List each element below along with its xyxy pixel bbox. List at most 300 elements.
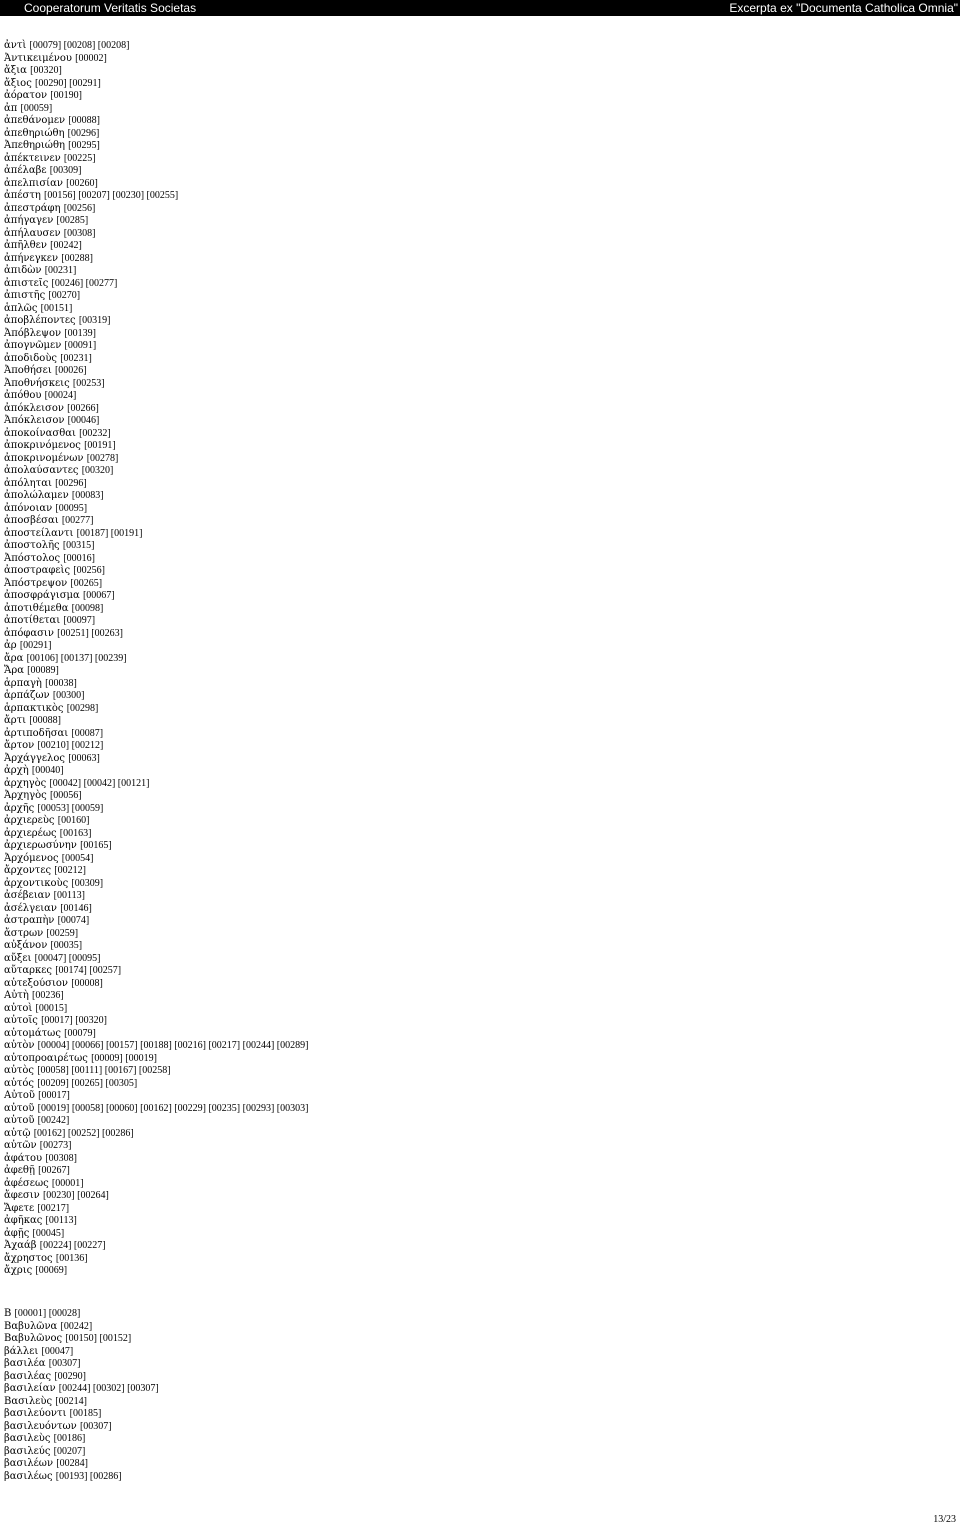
index-entry bbox=[4, 190, 308, 203]
index-term: B bbox=[4, 1308, 12, 1319]
index-term: Ἀπόκλεισον bbox=[4, 415, 65, 426]
index-refs: [00083] bbox=[71, 490, 104, 501]
index-refs: [00266] bbox=[67, 402, 99, 414]
index-refs: [00186] bbox=[53, 1433, 86, 1444]
index-term: ἀποβλέποντες bbox=[4, 315, 76, 326]
index-entry bbox=[4, 615, 308, 628]
index-refs: [00295] bbox=[68, 140, 100, 151]
index-refs: [00251] [00263] bbox=[57, 627, 123, 639]
index-entry bbox=[4, 1003, 308, 1016]
index-term: αὐτὸν bbox=[4, 1040, 35, 1051]
index-refs: [00270] bbox=[48, 290, 81, 301]
index-entry bbox=[4, 553, 308, 566]
index-term: ἀποστραφεὶς bbox=[4, 565, 71, 576]
index-entry bbox=[4, 403, 308, 416]
index-entry bbox=[4, 1115, 308, 1128]
index-term: αὐτεξούσιον bbox=[4, 977, 68, 989]
index-refs: [00074] bbox=[57, 915, 90, 926]
index-entry bbox=[4, 528, 308, 541]
index-refs: [00298] bbox=[66, 702, 99, 714]
index-refs: [00253] bbox=[72, 377, 105, 389]
index-refs: [00136] bbox=[55, 1252, 88, 1264]
index-term: ἀπ bbox=[4, 102, 18, 114]
index-term: ἁπλῶς bbox=[4, 302, 38, 314]
index-entry bbox=[4, 653, 308, 666]
index-term: Ἀποθήσει bbox=[4, 365, 52, 376]
index-refs: [00256] bbox=[73, 565, 105, 576]
index-refs: [00265] bbox=[70, 577, 103, 589]
index-term: αὐτοῦ bbox=[4, 1102, 35, 1114]
index-refs: [00224] [00227] bbox=[39, 1240, 106, 1251]
index-entry bbox=[4, 1078, 308, 1091]
index-entry bbox=[4, 1140, 308, 1153]
index-term: βασιλέως bbox=[4, 1470, 53, 1482]
index-term: ἀπόνοιαν bbox=[4, 502, 53, 514]
index-refs: [00163] bbox=[59, 827, 92, 839]
index-entry bbox=[4, 1190, 308, 1203]
index-term: ἀφῆκας bbox=[4, 1215, 43, 1226]
index-refs: [00150] [00152] bbox=[65, 1333, 132, 1344]
index-entry bbox=[4, 940, 308, 953]
index-term: ἀπολώλαμεν bbox=[4, 490, 69, 501]
index-refs: [00139] bbox=[64, 327, 96, 339]
index-term: ἀποστείλαντι bbox=[4, 527, 74, 539]
index-term: ἄχρηστος bbox=[4, 1252, 53, 1264]
index-term: αὔταρκες bbox=[4, 965, 53, 976]
index-list-alpha bbox=[4, 40, 308, 1278]
index-refs: [00187] [00191] bbox=[76, 527, 143, 539]
index-term: ἄρτι bbox=[4, 715, 27, 726]
index-entry bbox=[4, 728, 308, 741]
index-term: ἀπιδὼν bbox=[4, 265, 42, 276]
index-refs: [00260] bbox=[66, 177, 98, 189]
index-entry bbox=[4, 1471, 159, 1484]
index-term: Ἀρχάγγελος bbox=[4, 752, 66, 764]
index-refs: [00242] bbox=[60, 1320, 93, 1332]
header-document-title: Excerpta ex "Documenta Catholica Omnia" bbox=[729, 1, 958, 15]
index-term: ἀπόκλεισον bbox=[4, 402, 64, 414]
index-refs: [00024] bbox=[44, 390, 77, 401]
index-term: ἀπέλαβε bbox=[4, 165, 47, 176]
index-entry bbox=[4, 1165, 308, 1178]
index-term: αὐτομάτως bbox=[4, 1027, 61, 1039]
index-term: βασιλέων bbox=[4, 1458, 54, 1469]
index-refs: [00038] bbox=[45, 677, 77, 689]
index-entry bbox=[4, 453, 308, 466]
index-entry bbox=[4, 315, 308, 328]
index-entry bbox=[4, 228, 308, 241]
index-refs: [00015] bbox=[35, 1002, 68, 1014]
index-refs: [00320] bbox=[81, 465, 114, 476]
index-refs: [00047] [00095] bbox=[34, 952, 101, 964]
index-refs: [00058] [00111] [00167] [00258] bbox=[37, 1065, 171, 1076]
index-entry bbox=[4, 503, 308, 516]
index-term: βάλλει bbox=[4, 1345, 39, 1357]
index-refs: [00146] bbox=[60, 902, 92, 914]
index-entry bbox=[4, 178, 308, 191]
index-entry bbox=[4, 1321, 159, 1334]
index-term: αὑτοῦ bbox=[4, 1115, 35, 1126]
index-term: ἀποτιθέμεθα bbox=[4, 602, 69, 614]
index-refs: [00001] bbox=[51, 1177, 84, 1189]
index-refs: [00091] bbox=[64, 340, 97, 351]
index-entry bbox=[4, 1240, 308, 1253]
index-entry bbox=[4, 903, 308, 916]
index-term: ἀφῇς bbox=[4, 1227, 30, 1239]
index-refs: [00174] [00257] bbox=[55, 965, 122, 976]
index-term: ἀπόφασιν bbox=[4, 627, 54, 639]
index-entry bbox=[4, 678, 308, 691]
index-term: Βαβυλῶνα bbox=[4, 1320, 58, 1332]
index-entry bbox=[4, 1015, 308, 1028]
index-refs: [00284] bbox=[56, 1458, 88, 1469]
index-entry bbox=[4, 1358, 159, 1371]
index-term: βασιλέας bbox=[4, 1370, 52, 1382]
index-refs: [00002] bbox=[75, 52, 107, 64]
index-refs: [00308] bbox=[63, 227, 96, 239]
index-entry bbox=[4, 540, 308, 553]
index-term: Αὐτοῦ bbox=[4, 1090, 35, 1101]
index-refs: [00047] bbox=[41, 1345, 74, 1357]
index-entry bbox=[4, 490, 308, 503]
index-entry bbox=[4, 1408, 159, 1421]
index-term: ἀσέβειαν bbox=[4, 890, 51, 901]
index-entry bbox=[4, 640, 308, 653]
index-entry bbox=[4, 828, 308, 841]
index-refs: [00193] [00286] bbox=[55, 1470, 122, 1482]
index-entry bbox=[4, 1103, 308, 1116]
index-entry bbox=[4, 215, 308, 228]
index-refs: [00097] bbox=[63, 615, 96, 626]
index-entry bbox=[4, 1308, 159, 1321]
index-entry bbox=[4, 353, 308, 366]
index-term: αὐτῷ bbox=[4, 1127, 31, 1139]
index-entry bbox=[4, 840, 308, 853]
index-entry bbox=[4, 78, 308, 91]
index-entry bbox=[4, 928, 308, 941]
index-term: ἄρα bbox=[4, 652, 24, 664]
index-entry bbox=[4, 265, 308, 278]
index-term: ἁρπαγὴ bbox=[4, 677, 42, 689]
index-entry bbox=[4, 1265, 308, 1278]
index-term: αὐξάνον bbox=[4, 940, 48, 951]
index-term: αὐτοπροαιρέτως bbox=[4, 1052, 88, 1064]
index-entry bbox=[4, 478, 308, 491]
index-refs: [00277] bbox=[61, 515, 94, 526]
index-refs: [00212] bbox=[54, 865, 86, 876]
index-refs: [00225] bbox=[63, 152, 96, 164]
index-entry bbox=[4, 1128, 308, 1141]
index-entry bbox=[4, 128, 308, 141]
index-term: Αὐτὴ bbox=[4, 990, 29, 1001]
index-entry bbox=[4, 1253, 308, 1266]
index-entry bbox=[4, 1446, 159, 1459]
index-refs: [00053] [00059] bbox=[37, 802, 104, 814]
index-term: βασιλέα bbox=[4, 1358, 46, 1369]
index-entry bbox=[4, 90, 308, 103]
index-term: ἀρχὴ bbox=[4, 765, 29, 776]
index-refs: [00267] bbox=[38, 1165, 70, 1176]
index-term: ἀφεθῇ bbox=[4, 1165, 35, 1176]
index-entry bbox=[4, 378, 308, 391]
index-entry bbox=[4, 253, 308, 266]
index-term: αὐτοὶ bbox=[4, 1002, 33, 1014]
index-term: ἀπόληται bbox=[4, 477, 52, 489]
index-refs: [00232] bbox=[79, 427, 111, 439]
index-entry bbox=[4, 1396, 159, 1409]
index-refs: [00087] bbox=[71, 727, 104, 739]
index-term: ἀπεθάνομεν bbox=[4, 115, 66, 126]
index-entry bbox=[4, 440, 308, 453]
index-refs: [00217] bbox=[37, 1202, 70, 1214]
index-term: ἀπέστη bbox=[4, 190, 41, 201]
index-entry bbox=[4, 1371, 159, 1384]
index-term: αὐτοῖς bbox=[4, 1015, 38, 1026]
index-refs: [00296] bbox=[67, 127, 100, 139]
index-refs: [00210] [00212] bbox=[37, 740, 104, 751]
index-list-beta bbox=[4, 1308, 159, 1483]
index-entry bbox=[4, 103, 308, 116]
index-refs: [00059] bbox=[20, 102, 53, 114]
index-entry bbox=[4, 1178, 308, 1191]
index-refs: [00207] bbox=[53, 1445, 86, 1457]
index-term: Ἀποθνήσκεις bbox=[4, 377, 70, 389]
index-term: ἀρχιερέως bbox=[4, 827, 57, 839]
index-refs: [00001] [00028] bbox=[14, 1308, 81, 1319]
index-entry bbox=[4, 715, 308, 728]
index-term: ἀρχῆς bbox=[4, 802, 35, 814]
index-refs: [00307] bbox=[79, 1420, 112, 1432]
index-term: ἀρχιερεὺς bbox=[4, 815, 55, 826]
index-term: ἀρ bbox=[4, 640, 17, 651]
index-entry bbox=[4, 328, 308, 341]
index-entry bbox=[4, 665, 308, 678]
index-refs: [00307] bbox=[48, 1358, 81, 1369]
index-refs: [00035] bbox=[50, 940, 83, 951]
index-entry bbox=[4, 765, 308, 778]
index-refs: [00308] bbox=[45, 1152, 77, 1164]
index-entry bbox=[4, 240, 308, 253]
index-refs: [00165] bbox=[80, 840, 112, 851]
index-entry bbox=[4, 1383, 159, 1396]
index-term: ἀρχιερωσύνην bbox=[4, 840, 77, 851]
index-refs: [00290] [00291] bbox=[35, 77, 101, 89]
index-term: ἄρχοντες bbox=[4, 865, 52, 876]
index-entry bbox=[4, 990, 308, 1003]
index-term: ἀποκρινομένων bbox=[4, 452, 84, 464]
index-term: βασιλεύς bbox=[4, 1445, 51, 1457]
index-refs: [00231] bbox=[60, 352, 92, 364]
index-term: ἀντὶ bbox=[4, 40, 27, 51]
index-entry bbox=[4, 965, 308, 978]
index-term: ἄστρων bbox=[4, 927, 44, 939]
index-entry bbox=[4, 790, 308, 803]
index-term: ἀπελπισίαν bbox=[4, 177, 63, 189]
index-refs: [00300] bbox=[52, 690, 85, 701]
index-term: Ἄφετε bbox=[4, 1202, 35, 1214]
index-refs: [00214] bbox=[55, 1395, 87, 1407]
index-refs: [00242] bbox=[37, 1115, 70, 1126]
index-term: Ἀπεθηριώθη bbox=[4, 140, 65, 151]
index-entry bbox=[4, 390, 308, 403]
index-entry bbox=[4, 1090, 308, 1103]
index-refs: [00309] bbox=[49, 165, 82, 176]
index-refs: [00296] bbox=[55, 477, 87, 489]
index-term: ἄχρις bbox=[4, 1265, 33, 1276]
index-term: αὐτός bbox=[4, 1077, 34, 1089]
index-term: ἀποκοίνασθαι bbox=[4, 427, 76, 439]
index-entry bbox=[4, 565, 308, 578]
index-entry bbox=[4, 1203, 308, 1216]
index-refs: [00191] bbox=[84, 440, 116, 451]
index-entry bbox=[4, 890, 308, 903]
index-entry bbox=[4, 153, 308, 166]
index-entry bbox=[4, 278, 308, 291]
index-term: ἀστραπὴν bbox=[4, 915, 55, 926]
index-term: ἀποτίθεται bbox=[4, 615, 61, 626]
index-refs: [00056] bbox=[49, 790, 82, 801]
index-term: ἀποσφράγισμα bbox=[4, 590, 80, 601]
index-term: ἀποστολῆς bbox=[4, 540, 60, 551]
index-refs: [00259] bbox=[46, 927, 79, 939]
index-term: Ἀπόστολος bbox=[4, 552, 61, 564]
index-term: Ἀρχηγὸς bbox=[4, 790, 47, 801]
index-entry bbox=[4, 290, 308, 303]
index-term: ἀπογνῶμεν bbox=[4, 340, 62, 351]
index-refs: [00042] [00042] [00121] bbox=[49, 777, 150, 789]
index-refs: [00026] bbox=[54, 365, 87, 376]
index-entry bbox=[4, 740, 308, 753]
index-refs: [00004] [00066] [00157] [00188] [00216] [00217] [00244] [00289] bbox=[37, 1040, 309, 1051]
index-entry bbox=[4, 515, 308, 528]
index-term: ἄρτον bbox=[4, 740, 35, 751]
index-entry bbox=[4, 1433, 159, 1446]
index-term: ἀπεθηριώθη bbox=[4, 127, 65, 139]
index-refs: [00231] bbox=[44, 265, 77, 276]
index-term: ἄξιος bbox=[4, 77, 32, 89]
index-entry bbox=[4, 1346, 159, 1359]
index-entry bbox=[4, 415, 308, 428]
index-refs: [00088] bbox=[29, 715, 61, 726]
index-refs: [00019] [00058] [00060] [00162] [00229] [00235] [00293] [00303] bbox=[37, 1102, 309, 1114]
index-term: ἀπολαύσαντες bbox=[4, 465, 79, 476]
index-refs: [00113] bbox=[45, 1215, 77, 1226]
index-term: Ἄρα bbox=[4, 665, 24, 676]
index-refs: [00160] bbox=[57, 815, 90, 826]
index-refs: [00046] bbox=[67, 415, 100, 426]
index-term: Ἀρχόμενος bbox=[4, 852, 59, 864]
index-term: ἄφεσιν bbox=[4, 1190, 40, 1201]
index-refs: [00315] bbox=[62, 540, 95, 551]
index-term: ἀόρατον bbox=[4, 90, 48, 101]
index-entry bbox=[4, 1153, 308, 1166]
index-refs: [00209] [00265] [00305] bbox=[37, 1077, 138, 1089]
index-entry bbox=[4, 978, 308, 991]
index-term: ἀποκρινόμενος bbox=[4, 440, 81, 451]
index-entry bbox=[4, 1065, 308, 1078]
index-refs: [00098] bbox=[71, 602, 104, 614]
index-refs: [00008] bbox=[71, 977, 103, 989]
index-refs: [00162] [00252] [00286] bbox=[33, 1127, 134, 1139]
index-entry bbox=[4, 140, 308, 153]
index-term: ἁρπακτικὸς bbox=[4, 702, 64, 714]
index-refs: [00017] bbox=[38, 1090, 70, 1101]
index-entry bbox=[4, 1053, 308, 1066]
index-entry bbox=[4, 603, 308, 616]
index-refs: [00106] [00137] [00239] bbox=[26, 652, 127, 664]
index-refs: [00285] bbox=[56, 215, 89, 226]
index-term: βασιλείαν bbox=[4, 1383, 56, 1394]
index-refs: [00278] bbox=[86, 452, 119, 464]
index-entry bbox=[4, 115, 308, 128]
index-term: ἄξια bbox=[4, 65, 27, 76]
index-term: ἀποσβέσαι bbox=[4, 515, 59, 526]
index-entry bbox=[4, 753, 308, 766]
index-entry bbox=[4, 690, 308, 703]
index-refs: [00320] bbox=[30, 65, 62, 76]
index-refs: [00054] bbox=[61, 852, 94, 864]
index-refs: [00244] [00302] [00307] bbox=[58, 1383, 159, 1394]
index-refs: [00069] bbox=[35, 1265, 68, 1276]
index-entry bbox=[4, 590, 308, 603]
index-entry bbox=[4, 65, 308, 78]
index-term: ἀπιστεῖς bbox=[4, 277, 49, 289]
index-entry bbox=[4, 953, 308, 966]
index-entry bbox=[4, 703, 308, 716]
index-term: αὐτὸς bbox=[4, 1065, 34, 1076]
index-entry bbox=[4, 1458, 159, 1471]
index-term: ἀσέλγειαν bbox=[4, 902, 58, 914]
index-refs: [00045] bbox=[32, 1227, 65, 1239]
index-entry bbox=[4, 465, 308, 478]
index-term: ἀπήνεγκεν bbox=[4, 252, 59, 264]
index-refs: [00246] [00277] bbox=[51, 277, 118, 289]
index-entry bbox=[4, 40, 308, 53]
index-entry bbox=[4, 303, 308, 316]
index-term: ἀπεστράφη bbox=[4, 202, 61, 214]
index-refs: [00151] bbox=[40, 302, 73, 314]
index-refs: [00319] bbox=[78, 315, 111, 326]
index-entry bbox=[4, 1333, 159, 1346]
index-entry bbox=[4, 1421, 159, 1434]
index-refs: [00185] bbox=[69, 1408, 102, 1419]
index-refs: [00040] bbox=[31, 765, 64, 776]
index-refs: [00156] [00207] [00230] [00255] bbox=[44, 190, 179, 201]
index-term: ἀπήλαυσεν bbox=[4, 227, 61, 239]
index-entry bbox=[4, 915, 308, 928]
index-term: Βαβυλῶνος bbox=[4, 1333, 63, 1344]
index-term: ἀπέκτεινεν bbox=[4, 152, 61, 164]
index-term: αὔξει bbox=[4, 952, 32, 964]
index-term: ἀποδιδοὺς bbox=[4, 352, 58, 364]
index-term: βασιλευόντων bbox=[4, 1420, 77, 1432]
index-entry bbox=[4, 1028, 308, 1041]
index-term: βασιλεύοντι bbox=[4, 1408, 67, 1419]
index-refs: [00017] [00320] bbox=[41, 1015, 107, 1026]
index-entry bbox=[4, 865, 308, 878]
index-entry bbox=[4, 340, 308, 353]
index-refs: [00079] [00208] [00208] bbox=[29, 40, 130, 51]
index-entry bbox=[4, 578, 308, 591]
index-entry bbox=[4, 428, 308, 441]
header-site-title: Cooperatorum Veritatis Societas bbox=[24, 1, 197, 15]
index-refs: [00067] bbox=[82, 590, 115, 601]
index-entry bbox=[4, 1040, 308, 1053]
page-number: 13/23 bbox=[933, 1514, 956, 1525]
index-refs: [00063] bbox=[68, 752, 100, 764]
index-refs: [00016] bbox=[63, 552, 96, 564]
index-refs: [00291] bbox=[19, 640, 52, 651]
